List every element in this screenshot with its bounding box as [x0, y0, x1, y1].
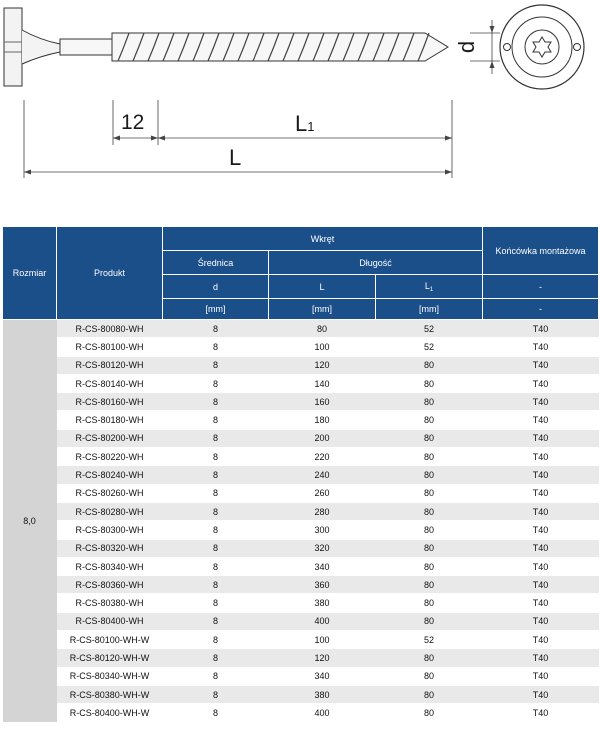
header-dlugosc: Długość	[269, 251, 483, 275]
screw-shank	[60, 39, 112, 55]
cell-L: 120	[269, 356, 376, 374]
cell-L: 100	[269, 338, 376, 356]
cell-d: 8	[163, 612, 269, 630]
table-row	[3, 557, 599, 575]
cell-tip: T40	[483, 411, 599, 429]
table-row	[3, 631, 599, 649]
cell-produkt: R-CS-80100-WH	[57, 338, 163, 356]
dim-label-L1	[295, 111, 314, 137]
cell-produkt: R-CS-80160-WH	[57, 393, 163, 411]
dim-L1-subscript: 1	[307, 119, 315, 134]
table-row	[3, 466, 599, 484]
cell-produkt: R-CS-80340-WH-W	[57, 667, 163, 685]
cell-L1: 80	[376, 374, 483, 392]
cell-d: 8	[163, 576, 269, 594]
cell-L1: 80	[376, 502, 483, 520]
table-row	[3, 429, 599, 447]
table-row	[3, 448, 599, 466]
cell-L: 300	[269, 521, 376, 539]
cell-produkt: R-CS-80100-WH-W	[57, 631, 163, 649]
cell-L: 360	[269, 576, 376, 594]
cell-L1: 80	[376, 667, 483, 685]
cell-produkt: R-CS-80360-WH	[57, 576, 163, 594]
cell-tip: T40	[483, 631, 599, 649]
cell-d: 8	[163, 320, 269, 338]
header-sym-L1	[376, 275, 483, 299]
torx-recess	[533, 37, 551, 57]
cell-tip: T40	[483, 704, 599, 722]
cell-L1: 80	[376, 576, 483, 594]
cell-d: 8	[163, 448, 269, 466]
table-row	[3, 685, 599, 703]
cell-tip: T40	[483, 393, 599, 411]
cell-d: 8	[163, 685, 269, 703]
header-sym-d: d	[163, 275, 269, 299]
cell-L: 200	[269, 429, 376, 447]
cell-d: 8	[163, 338, 269, 356]
cell-d: 8	[163, 356, 269, 374]
header-sym-koncowka: -	[483, 275, 599, 299]
cell-d: 8	[163, 502, 269, 520]
table-row	[3, 704, 599, 722]
size-cell: 8,0	[3, 320, 57, 723]
cell-L: 380	[269, 594, 376, 612]
table-row	[3, 576, 599, 594]
cell-L: 400	[269, 612, 376, 630]
table-row	[3, 356, 599, 374]
cell-tip: T40	[483, 338, 599, 356]
cell-L1: 80	[376, 356, 483, 374]
table-row	[3, 667, 599, 685]
cell-produkt: R-CS-80260-WH	[57, 484, 163, 502]
header-sym-L: L	[269, 275, 376, 299]
screw-head-side	[4, 8, 22, 86]
cell-d: 8	[163, 411, 269, 429]
cell-L1: 52	[376, 320, 483, 338]
header-sym-L1-letter: L	[424, 280, 430, 291]
cell-L1: 52	[376, 338, 483, 356]
header-unit-koncowka: -	[483, 299, 599, 320]
cell-L: 140	[269, 374, 376, 392]
cell-L: 240	[269, 466, 376, 484]
table-row	[3, 649, 599, 667]
cell-d: 8	[163, 429, 269, 447]
table-row	[3, 502, 599, 520]
dim-label-L: L	[229, 145, 242, 170]
cell-d: 8	[163, 594, 269, 612]
cell-d: 8	[163, 484, 269, 502]
cell-d: 8	[163, 667, 269, 685]
cell-d: 8	[163, 557, 269, 575]
cell-tip: T40	[483, 539, 599, 557]
cell-produkt: R-CS-80220-WH	[57, 448, 163, 466]
cell-tip: T40	[483, 667, 599, 685]
cell-produkt: R-CS-80140-WH	[57, 374, 163, 392]
cell-L: 400	[269, 704, 376, 722]
cell-tip: T40	[483, 557, 599, 575]
cell-tip: T40	[483, 374, 599, 392]
cell-L: 340	[269, 557, 376, 575]
cell-tip: T40	[483, 576, 599, 594]
cell-L1: 80	[376, 649, 483, 667]
product-table	[2, 226, 599, 723]
cell-produkt: R-CS-80180-WH	[57, 411, 163, 429]
table-row	[3, 411, 599, 429]
table-row	[3, 612, 599, 630]
header-unit-L1: [mm]	[376, 299, 483, 320]
table-row	[3, 320, 599, 338]
cell-d: 8	[163, 374, 269, 392]
cell-L1: 80	[376, 704, 483, 722]
cell-tip: T40	[483, 594, 599, 612]
header-srednica: Średnica	[163, 251, 269, 275]
cell-produkt: R-CS-80320-WH	[57, 539, 163, 557]
cell-produkt: R-CS-80080-WH	[57, 320, 163, 338]
cell-L: 80	[269, 320, 376, 338]
screw-drawing-svg	[0, 0, 600, 190]
cell-L: 380	[269, 685, 376, 703]
cell-d: 8	[163, 466, 269, 484]
dim-label-12: 12	[121, 111, 145, 134]
cell-L1: 80	[376, 594, 483, 612]
cell-tip: T40	[483, 612, 599, 630]
cell-L: 340	[269, 667, 376, 685]
screw-head-taper	[22, 30, 60, 64]
cell-L: 180	[269, 411, 376, 429]
cell-L1: 52	[376, 631, 483, 649]
table-row	[3, 594, 599, 612]
cell-d: 8	[163, 704, 269, 722]
dim-L1-letter: L	[295, 111, 308, 136]
cell-tip: T40	[483, 685, 599, 703]
header-wkret: Wkręt	[163, 227, 483, 251]
cell-L: 280	[269, 502, 376, 520]
cell-L1: 80	[376, 521, 483, 539]
cell-L1: 80	[376, 466, 483, 484]
cell-tip: T40	[483, 320, 599, 338]
header-koncowka: Końcówka montażowa	[483, 227, 599, 275]
cell-L1: 80	[376, 612, 483, 630]
cell-L: 220	[269, 448, 376, 466]
screw-technical-drawing	[0, 0, 600, 190]
cell-L1: 80	[376, 685, 483, 703]
cell-produkt: R-CS-80400-WH	[57, 612, 163, 630]
cell-tip: T40	[483, 429, 599, 447]
cell-tip: T40	[483, 466, 599, 484]
cell-produkt: R-CS-80200-WH	[57, 429, 163, 447]
cell-L: 260	[269, 484, 376, 502]
cell-d: 8	[163, 649, 269, 667]
cell-L1: 80	[376, 557, 483, 575]
cell-produkt: R-CS-80400-WH-W	[57, 704, 163, 722]
cell-tip: T40	[483, 448, 599, 466]
header-produkt: Produkt	[57, 227, 163, 320]
product-table-body	[3, 320, 599, 723]
cell-tip: T40	[483, 521, 599, 539]
header-unit-L: [mm]	[269, 299, 376, 320]
header-sym-L1-sub: 1	[429, 286, 434, 293]
cell-produkt: R-CS-80120-WH	[57, 356, 163, 374]
dim-label-d: d	[454, 40, 480, 54]
cell-L: 160	[269, 393, 376, 411]
cell-d: 8	[163, 631, 269, 649]
header-unit-d: [mm]	[163, 299, 269, 320]
cell-d: 8	[163, 521, 269, 539]
cell-produkt: R-CS-80380-WH-W	[57, 685, 163, 703]
cell-produkt: R-CS-80340-WH	[57, 557, 163, 575]
cell-L: 100	[269, 631, 376, 649]
cell-produkt: R-CS-80240-WH	[57, 466, 163, 484]
cell-tip: T40	[483, 356, 599, 374]
screw-head-top-view	[500, 5, 584, 89]
cell-L1: 80	[376, 393, 483, 411]
cell-L1: 80	[376, 448, 483, 466]
cell-tip: T40	[483, 502, 599, 520]
cell-L1: 80	[376, 429, 483, 447]
cell-produkt: R-CS-80280-WH	[57, 502, 163, 520]
cell-d: 8	[163, 393, 269, 411]
header-rozmiar: Rozmiar	[3, 227, 57, 320]
cell-produkt: R-CS-80300-WH	[57, 521, 163, 539]
cell-produkt: R-CS-80120-WH-W	[57, 649, 163, 667]
cell-L: 120	[269, 649, 376, 667]
table-row	[3, 521, 599, 539]
cell-L1: 80	[376, 411, 483, 429]
table-row	[3, 393, 599, 411]
table-row	[3, 484, 599, 502]
table-row	[3, 374, 599, 392]
cell-d: 8	[163, 539, 269, 557]
cell-L: 320	[269, 539, 376, 557]
table-row	[3, 338, 599, 356]
table-row	[3, 539, 599, 557]
cell-L1: 80	[376, 484, 483, 502]
cell-tip: T40	[483, 649, 599, 667]
cell-tip: T40	[483, 484, 599, 502]
cell-L1: 80	[376, 539, 483, 557]
cell-produkt: R-CS-80380-WH	[57, 594, 163, 612]
